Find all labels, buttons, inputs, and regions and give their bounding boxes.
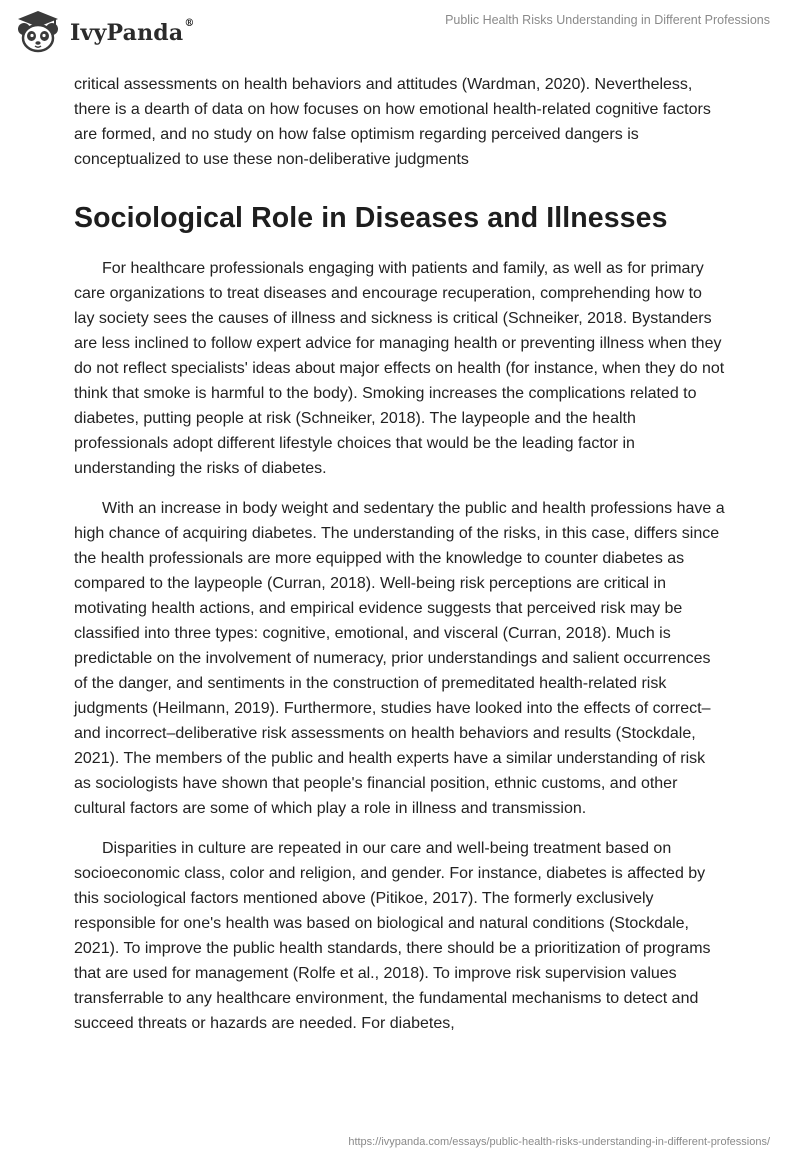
body-paragraph: For healthcare professionals engaging with patients and family, as well as for primary care organizations to treat diseases and encourage recuperation, comprehending how to lay society sees the causes of illness and sickness is critical (Schneiker, 2018. Bystanders are less inclined to follow expert advice for managing health or preventing illness when they do not reflect specialists' ideas about major effects on health (for instance, when they do not think that smoke is harmful to the body). Smoking increases the complications related to diabetes, putting people at risk (Schneiker, 2018). The laypeople and the health professionals adopt different lifestyle choices that would be the leading factor in understanding the risks of diabetes.: [74, 260, 725, 477]
body-paragraph: Disparities in culture are repeated in our care and well-being treatment based on socioeconomic class, color and religion, and gender. For instance, diabetes is affected by this sociological factors mentioned above (Pitikoe, 2017). The formerly exclusively responsible for one's health was based on biological and natural conditions (Stockdale, 2021). To improve the public health standards, there should be a prioritization of programs that are used for management (Rolfe et al., 2018). To improve risk supervision values transferrable to any healthcare environment, the fundamental mechanisms to detect and succeed threats or hazards are needed. For diabetes,: [74, 840, 711, 1032]
ivypanda-logo[interactable]: [14, 10, 195, 54]
footer-url[interactable]: https://ivypanda.com/essays/public-health-risks-understanding-in-different-professions/: [348, 1136, 770, 1148]
panda-graduation-icon: [14, 10, 62, 54]
section-heading: Sociological Role in Diseases and Illnesses: [74, 202, 668, 234]
page-header: [0, 0, 800, 60]
essay-body: [74, 72, 726, 1036]
intro-paragraph: critical assessments on health behaviors and attitudes (Wardman, 2020). Nevertheless, there is a dearth of data on how focuses on how emotional health-related cognitive factors are formed, and no study on how false optimism regarding perceived dangers is conceptualized to use these non-deliberative judgments: [74, 76, 711, 168]
document-title: Public Health Risks Understanding in Different Professions: [445, 13, 770, 27]
body-paragraph: With an increase in body weight and sedentary the public and health professions have a high chance of acquiring diabetes. The understanding of the risks, in this case, differs since the health professionals are more equipped with the knowledge to counter diabetes as compared to the laypeople (Curran, 2018). Well-being risk perceptions are critical in motivating health actions, and empirical evidence suggests that perceived risk may be classified into three types: cognitive, emotional, and visceral (Curran, 2018). Much is predictable on the involvement of numeracy, prior understandings and salient occurrences of the danger, and sentiments in the construction of premeditated health-related risk judgments (Heilmann, 2019). Furthermore, studies have looked into the effects of correct–and incorrect–deliberative risk assessments on health behaviors and results (Stockdale, 2021). The members of the public and health experts have a similar understanding of risk as sociologists have shown that people's financial position, ethnic customs, and other cultural factors are some of which play a role in illness and transmission.: [74, 500, 725, 817]
logo-text: IvyPanda®: [70, 18, 195, 46]
